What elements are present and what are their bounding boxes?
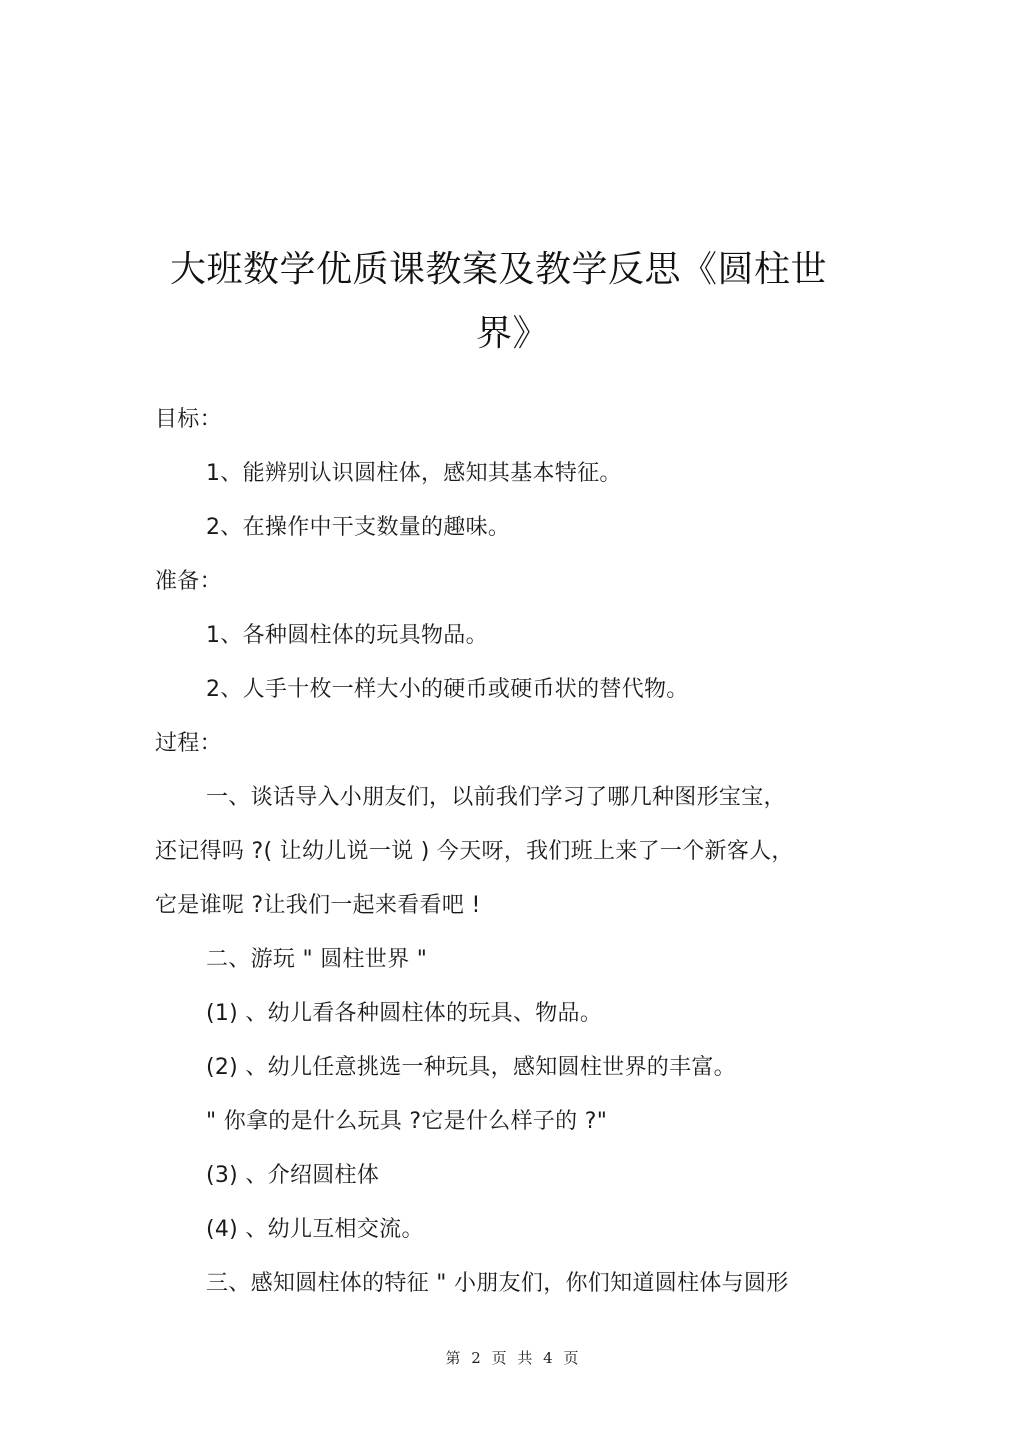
process-step-2: 二、游玩 " 圆柱世界 " xyxy=(206,947,428,972)
page-title-continued: 界》 xyxy=(476,313,550,354)
prep-heading: 准备： xyxy=(155,569,222,594)
process-step-1-line-3: 它是谁呢 ?让我们一起来看看吧 ! xyxy=(155,893,481,918)
process-step-1-line-1: 一、谈话导入小朋友们，以前我们学习了哪几种图形宝宝， xyxy=(206,785,786,810)
goal-item-2: 2、在操作中干支数量的趣味。 xyxy=(206,515,511,540)
prep-item-2: 2、人手十枚一样大小的硬币或硬币状的替代物。 xyxy=(206,677,689,702)
process-step-2-item-4: (4) 、幼儿互相交流。 xyxy=(206,1217,424,1242)
page-title: 大班数学优质课教案及教学反思《圆柱世 xyxy=(170,249,828,290)
process-step-2-quote: " 你拿的是什么玩具 ?它是什么样子的 ?" xyxy=(206,1109,608,1134)
process-heading: 过程： xyxy=(155,731,222,756)
process-step-2-item-1: (1) 、幼儿看各种圆柱体的玩具、物品。 xyxy=(206,1001,603,1026)
page-footer: 第 2 页 共 4 页 xyxy=(445,1349,579,1367)
goal-heading: 目标： xyxy=(155,407,222,432)
prep-item-1: 1、各种圆柱体的玩具物品。 xyxy=(206,623,488,648)
process-step-1-line-2: 还记得吗 ?( 让幼儿说一说 ) 今天呀，我们班上来了一个新客人， xyxy=(155,839,794,864)
goal-item-1: 1、能辨别认识圆柱体，感知其基本特征。 xyxy=(206,461,622,486)
process-step-3: 三、感知圆柱体的特征 " 小朋友们，你们知道圆柱体与圆形 xyxy=(206,1271,789,1296)
process-step-2-item-2: (2) 、幼儿任意挑选一种玩具，感知圆柱世界的丰富。 xyxy=(206,1055,736,1080)
process-step-2-item-3: (3) 、介绍圆柱体 xyxy=(206,1163,380,1188)
